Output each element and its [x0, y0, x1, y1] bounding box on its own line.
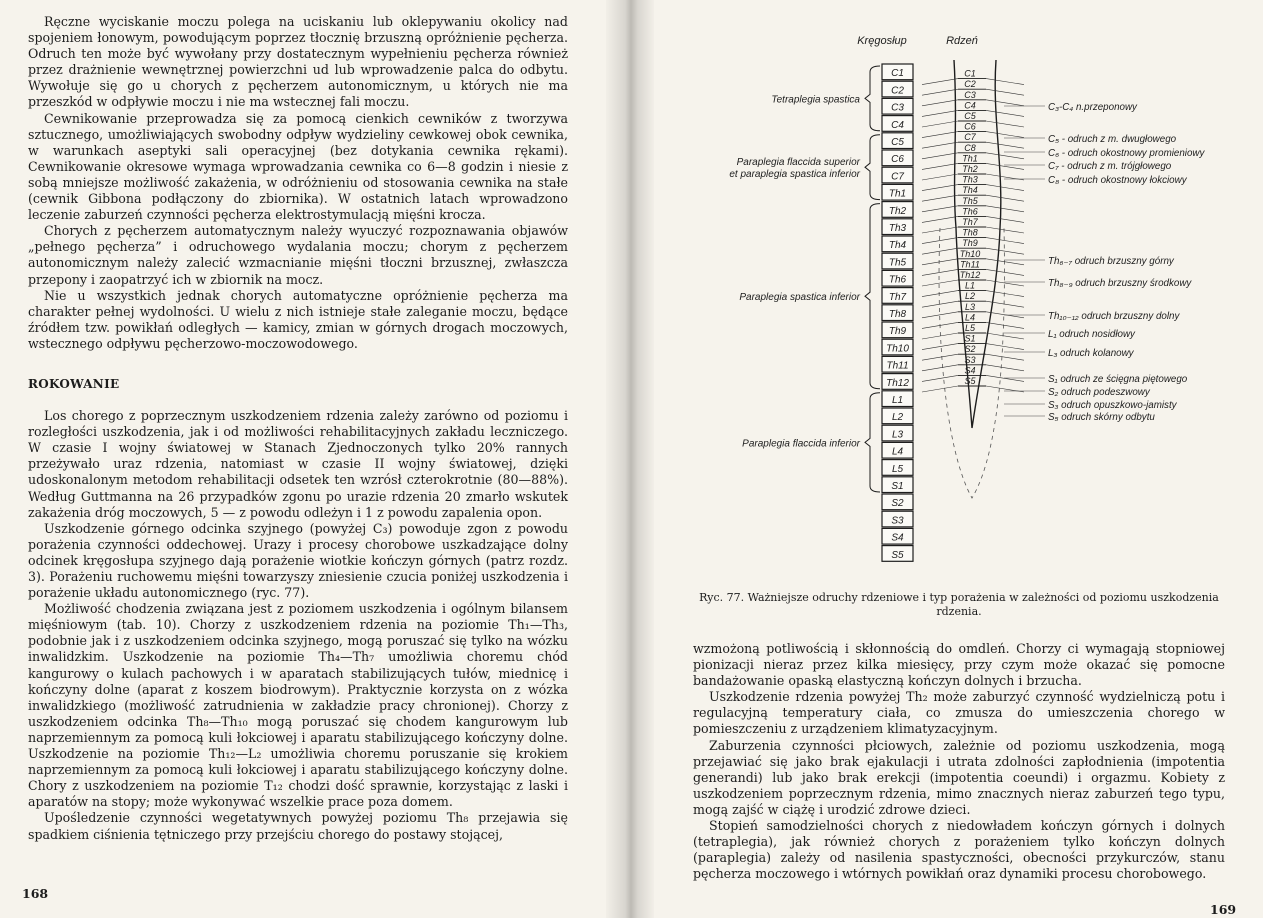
nerve-root: [986, 280, 1024, 286]
nerve-root: [922, 386, 958, 392]
reflex-label: C₇ - odruch z m. trójgłowego: [1048, 161, 1172, 172]
reflex-label: Th₁₀₋₁₂ odruch brzuszny dolny: [1048, 311, 1180, 322]
cord-segment-label: C2: [964, 79, 976, 90]
paralysis-label: Paraplegia flaccida superior: [736, 157, 860, 169]
paralysis-label: Paraplegia spastica inferior: [739, 292, 860, 304]
nerve-root: [986, 291, 1024, 297]
cord-segment-label: Th3: [962, 174, 978, 185]
left-paragraph-5: Los chorego z poprzecznym uszkodzeniem rdzenia zależy zarówno od poziomu i rozległości uszkodzenia, jak i od możliwości rehabilitacyjnych zakładu leczniczego. W czasie I wojny światowej w Stanach Zjednoczonych tylko 20% rannych przeżywało uraz rdzenia, natomiast w czasie II wojny światowej, dzięki udoskonalonym metodom rehabilitacji odsetek ten wzrósł czterokrotnie (80—88%). Według Guttmanna na 26 przypadków zgonu po urazie rdzenia 20 zmarło wskutek zakażenia dróg moczowych, 5 — z powodu odleżyn i 1 z powodu zapalenia opon.: [28, 408, 568, 520]
vertebra-label: L4: [891, 446, 904, 458]
vertebra-label: Th9: [888, 326, 907, 338]
nerve-root: [922, 333, 958, 339]
nerve-root: [986, 142, 1024, 148]
left-paragraph-1: Ręczne wyciskanie moczu polega na uciskaniu lub oklepywaniu okolicy nad spojeniem łonowym, powodującym poprzez tłocznię brzuszną opróżnienie pęcherza. Odruch ten może być wywołany przy dostatecznym wypełnieniu pęcherza również przez drażnienie wewnętrznej powierzchni ud lub wprowadzenie palca do odbytu. Wywołuje się go u chorych z pęcherzem autonomicznym, u których nie ma przeszkód w odpływie moczu i nie ma wstecznej fali moczu.: [28, 14, 568, 110]
vertebra-label: Th3: [888, 223, 907, 234]
cord-segment-label: Th10: [959, 248, 981, 259]
cord-segment-label: S5: [964, 376, 976, 386]
paralysis-types: [729, 66, 880, 492]
reflex-label: L₃ odruch kolanowy: [1048, 348, 1134, 359]
cord-segment-label: L3: [964, 301, 976, 312]
cord-segment-label: Th9: [962, 238, 978, 249]
cord-segment-label: C1: [964, 68, 976, 79]
nerve-root: [986, 206, 1024, 212]
nerve-root: [986, 227, 1024, 233]
nerve-root: [986, 216, 1024, 222]
cord-segment-label: Th7: [962, 217, 978, 227]
cord-segment-label: Th11: [960, 259, 980, 270]
right-paragraph-4: Stopień samodzielności chorych z niedowładem kończyn górnych i dolnych (tetraplegia), jak również chorych z porażeniem tylko kończyn dolnych (paraplegia) zależy od nasilenia spastyczności, obecności przykurczów, stanu pęcherza moczowego i wtórnych powikłań oraz dynamiki procesu chorobowego.: [693, 818, 1225, 882]
page-number-left: 168: [22, 886, 49, 901]
cord-segment-label: Th5: [962, 195, 978, 206]
vertebra-label: C7: [891, 171, 904, 183]
nerve-root: [986, 322, 1024, 328]
cord-segment-label: C6: [964, 121, 976, 132]
nerve-root: [986, 248, 1024, 254]
right-paragraph-3: Zaburzenia czynności płciowych, zależnie od poziomu uszkodzenia, mogą przejawiać się jako brak ejakulacji i utrata zdolności zapłodnienia (impotentia generandi) lub jako brak erekcji (impotentia coeundi) i orgazmu. Kobiety z uszkodzeniem poprzecznym rdzenia, mimo znacznych nieraz zaburzeń tego typu, mogą zajść w ciążę i urodzić zdrowe dzieci.: [693, 737, 1225, 817]
reflex-label: C₈ - odruch okostnowy łokciowy: [1048, 175, 1187, 186]
cord-segment-label: Th6: [962, 206, 978, 217]
nerve-root: [986, 238, 1024, 244]
spinal-cord: [922, 60, 1024, 498]
nerve-root: [922, 269, 958, 275]
figure-77: [700, 28, 1220, 583]
cord-segment-label: Th2: [962, 164, 978, 174]
nerve-root: [986, 195, 1024, 201]
cord-segment-label: Th8: [962, 227, 978, 238]
vertebra-label: C3: [891, 102, 904, 114]
vertebra-label: C1: [891, 68, 904, 80]
nerve-root: [986, 100, 1024, 106]
nerve-root: [922, 163, 958, 169]
cord-segment-label: L2: [964, 291, 976, 302]
left-paragraph-8: Upośledzenie czynności wegetatywnych powyżej poziomu Th₈ przejawia się spadkiem ciśnienia tętniczego przy przejściu chorego do postawy stojącej,: [28, 810, 568, 842]
nerve-root: [922, 110, 958, 116]
vertebra-label: Th5: [888, 257, 907, 269]
nerve-root: [922, 100, 958, 106]
nerve-root: [986, 185, 1024, 191]
vertebra-label: S4: [891, 532, 904, 544]
vertebra-label: L1: [891, 395, 904, 406]
nerve-root: [922, 301, 958, 307]
nerve-root: [986, 365, 1024, 371]
cord-segment-label: C3: [964, 89, 976, 100]
nerve-root: [986, 375, 1024, 381]
nerve-root: [986, 153, 1024, 159]
paralysis-label: Paraplegia flaccida inferior: [742, 438, 860, 450]
nerve-root: [922, 206, 958, 212]
nerve-root: [986, 269, 1024, 275]
right-paragraph-2: Uszkodzenie rdzenia powyżej Th₂ może zaburzyć czynność wydzielniczą potu i regulacyjną temperatury ciała, co zmusza do umieszczenia chorego w pomieszczeniu z urządzeniem klimatyzacyjnym.: [693, 689, 1225, 737]
vertebra-label: Th6: [888, 274, 907, 286]
nerve-root: [922, 344, 958, 350]
vertebra-label: L2: [891, 412, 904, 424]
nerve-root: [986, 344, 1024, 350]
book-gutter: [606, 0, 654, 918]
vertebral-column: [882, 64, 913, 561]
cord-segment-label: C4: [964, 100, 976, 111]
vertebra-label: L5: [891, 463, 904, 475]
nerve-root: [986, 121, 1024, 127]
nerve-root: [922, 89, 958, 95]
cord-segment-label: S1: [964, 333, 976, 344]
nerve-root: [986, 333, 1024, 339]
nerve-root: [922, 365, 958, 371]
nerve-root: [922, 248, 958, 254]
nerve-root: [922, 280, 958, 286]
nerve-root: [922, 216, 958, 222]
nerve-root: [922, 121, 958, 127]
paralysis-label: et paraplegia spastica inferior: [729, 169, 860, 181]
paralysis-label: Tetraplegia spastica: [771, 94, 860, 106]
reflex-labels: [1004, 102, 1206, 423]
nerve-root: [922, 227, 958, 233]
reflex-label: C₃-C₄ n.przeponowy: [1048, 102, 1137, 113]
reflex-label: C₆ - odruch okostnowy promieniowy: [1048, 148, 1205, 159]
vertebra-label: Th8: [888, 309, 907, 320]
left-text-block: [28, 14, 568, 843]
vertebra-label: C6: [891, 154, 904, 166]
paralysis-bracket: [865, 66, 880, 131]
vertebra-label: Th1: [888, 188, 907, 200]
reflex-label: S₂ odruch podeszwowy: [1048, 387, 1150, 398]
right-paragraph-1: wzmożoną potliwością i skłonnością do omdleń. Chorzy ci wymagają stopniowej pionizacji nieraz przez kilka miesięcy, przy czym może okazać się pomocne bandażowanie opaską elastyczną kończyn dolnych i brzucha.: [693, 641, 1225, 689]
reflex-label: Th₈₋₉ odruch brzuszny środkowy: [1048, 278, 1192, 289]
vertebra-label: L3: [891, 429, 904, 441]
cord-segment-label: Th4: [962, 185, 978, 196]
left-paragraph-6: Uszkodzenie górnego odcinka szyjnego (powyżej C₃) powoduje zgon z powodu porażenia czynności oddechowej. Urazy i procesy chorobowe uszkadzające dolny odcinek kręgosłupa szyjnego dają porażenie wiotkie kończyn górnych (patrz rozdz. 3). Porażeniu ruchowemu mięśni towarzyszy zniesienie czucia poniżej uszkodzenia i porażenie układu autonomicznego (ryc. 77).: [28, 520, 568, 601]
cord-segment-label: C5: [964, 111, 976, 121]
vertebra-label: Th12: [886, 377, 909, 389]
vertebra-label: S3: [891, 515, 904, 527]
nerve-root: [986, 89, 1024, 95]
paralysis-bracket: [865, 393, 880, 492]
left-paragraph-2: Cewnikowanie przeprowadza się za pomocą cienkich cewników z tworzywa sztucznego, umożliwiających swobodny odpływ wydzieliny cewkowej obok cewnika, w warunkach aseptyki sali operacyjnej (bez dotykania cewnika rękami). Cewnikowanie okresowe wymaga wprowadzania cewnika co 6—8 godzin i niesie z sobą mniejsze możliwość zakażenia, w odróżnieniu od stosowania cewnika na stałe (cewnik Gibbona podłączony do zbiornika). W ostatnich latach wprowadzono leczenie zaburzeń czynności pęcherza elektrostymulacją mięśni krocza.: [28, 110, 568, 223]
nerve-root: [922, 174, 958, 180]
vertebra-label: C2: [891, 85, 904, 97]
column-header-cord: Rdzeń: [946, 35, 978, 47]
nerve-root: [922, 142, 958, 148]
cord-segment-label: Th1: [962, 153, 978, 164]
right-page: [654, 0, 1263, 918]
cord-segment-label: C8: [964, 142, 976, 153]
left-paragraph-4: Nie u wszystkich jednak chorych automatyczne opróżnienie pęcherza ma charakter pełnej wydolności. U wielu z nich istnieje stałe zaleganie moczu, będące źródłem tzw. powikłań odległych — kamicy, zmian w górnych drogach moczowych, wstecznego odpływu pęcherzowo-moczowodowego.: [28, 287, 568, 351]
cord-segment-label: C7: [964, 132, 976, 143]
paralysis-bracket: [865, 204, 880, 389]
nerve-root: [986, 259, 1024, 265]
cord-segment-label: S3: [964, 354, 976, 365]
vertebra-label: Th10: [886, 343, 909, 355]
cord-segment-label: S2: [964, 344, 976, 355]
reflex-label: S₃ odruch opuszkowo-jamisty: [1048, 400, 1177, 411]
nerve-root: [986, 132, 1024, 138]
vertebra-label: S1: [891, 481, 904, 492]
reflex-label: L₁ odruch nosidłowy: [1048, 329, 1135, 340]
vertebra-label: Th11: [886, 360, 909, 372]
section-heading-rokowanie: ROKOWANIE: [28, 376, 120, 391]
nerve-root: [922, 259, 958, 265]
cord-segment-label: L1: [964, 280, 976, 291]
paralysis-bracket: [865, 135, 880, 200]
nerve-root: [922, 153, 958, 159]
cord-segment-label: S4: [964, 365, 976, 376]
vertebra-label: Th7: [888, 291, 907, 303]
page-number-right: 169: [1210, 902, 1237, 917]
nerve-root: [922, 291, 958, 297]
nerve-root: [986, 79, 1024, 85]
cord-segment-label: Th12: [959, 270, 981, 280]
vertebra-label: C4: [891, 119, 904, 131]
nerve-root: [922, 185, 958, 191]
nerve-root: [922, 132, 958, 138]
cord-segment-label: L5: [964, 323, 976, 333]
nerve-root: [922, 354, 958, 360]
vertebra-label: Th2: [888, 205, 907, 217]
vertebra-label: C5: [891, 137, 904, 148]
reflex-label: S₁ odruch ze ścięgna piętowego: [1048, 374, 1188, 385]
cord-segment-label: L4: [964, 312, 976, 323]
nerve-root: [922, 79, 958, 85]
nerve-root: [986, 163, 1024, 169]
nerve-root: [922, 195, 958, 201]
left-paragraph-3: Chorych z pęcherzem automatycznym należy wyuczyć rozpoznawania objawów „pełnego pęcherza” i odruchowego wydalania moczu; chorym z pęcherzem autonomicznym należy zalecić wzmacnianie mięśni tłoczni brzusznej, zwłaszcza przepony i zaopatrzyć ich w zbiornik na mocz.: [28, 223, 568, 287]
figure-caption: Ryc. 77. Ważniejsze odruchy rdzeniowe i typ porażenia w zależności od poziomu uszkodzenia rdzenia.: [699, 591, 1219, 618]
left-page: [0, 0, 606, 918]
right-text-block: [693, 641, 1225, 882]
reflex-label: C₅ - odruch z m. dwugłowego: [1048, 134, 1177, 145]
nerve-root: [922, 375, 958, 381]
vertebra-label: S2: [891, 498, 904, 510]
reflex-label: S₅ odruch skórny odbytu: [1048, 412, 1155, 423]
column-header-spine: Kręgosłup: [857, 35, 907, 47]
vertebra-label: S5: [891, 549, 904, 561]
vertebra-label: Th4: [888, 240, 907, 252]
reflex-label: Th₆₋₇ odruch brzuszny górny: [1048, 256, 1174, 267]
left-paragraph-7: Możliwość chodzenia związana jest z poziomem uszkodzenia i ogólnym bilansem mięśniowym (tab. 10). Chorzy z uszkodzeniem rdzenia na poziomie Th₁—Th₃, podobnie jak i z uszkodzeniem odcinka szyjnego, mogą poruszać się tylko na wózku inwalidzkim. Uszkodzenie na poziomie Th₄—Th₇ umożliwia choremu chód kangurowy o kulach pachowych i w aparatach stabilizujących tułów, miednicę i kończyny dolne (aparat z koszem biodrowym). Praktycznie korzysta on z wózka inwalidzkiego (możliwość zatrudnienia w zakładzie pracy chronionej). Chorzy z uszkodzeniem odcinka Th₈—Th₁₀ mogą poruszać się chodem kangurowym lub naprzemiennym za pomocą kuli łokciowej i aparatu stabilizującego kończyny dolne. Uszkodzenie na poziomie Th₁₂—L₂ umożliwia choremu poruszanie się krokiem naprzemiennym za pomocą kuli łokciowej i aparatu stabilizującego kończyny dolne. Chory z uszkodzeniem na poziomie T₁₂ chodzi dość sprawnie, korzystając z laski i aparatów na stopy; może wykonywać wszelkie prace poza domem.: [28, 601, 568, 810]
nerve-root: [986, 110, 1024, 116]
nerve-root: [986, 354, 1024, 360]
